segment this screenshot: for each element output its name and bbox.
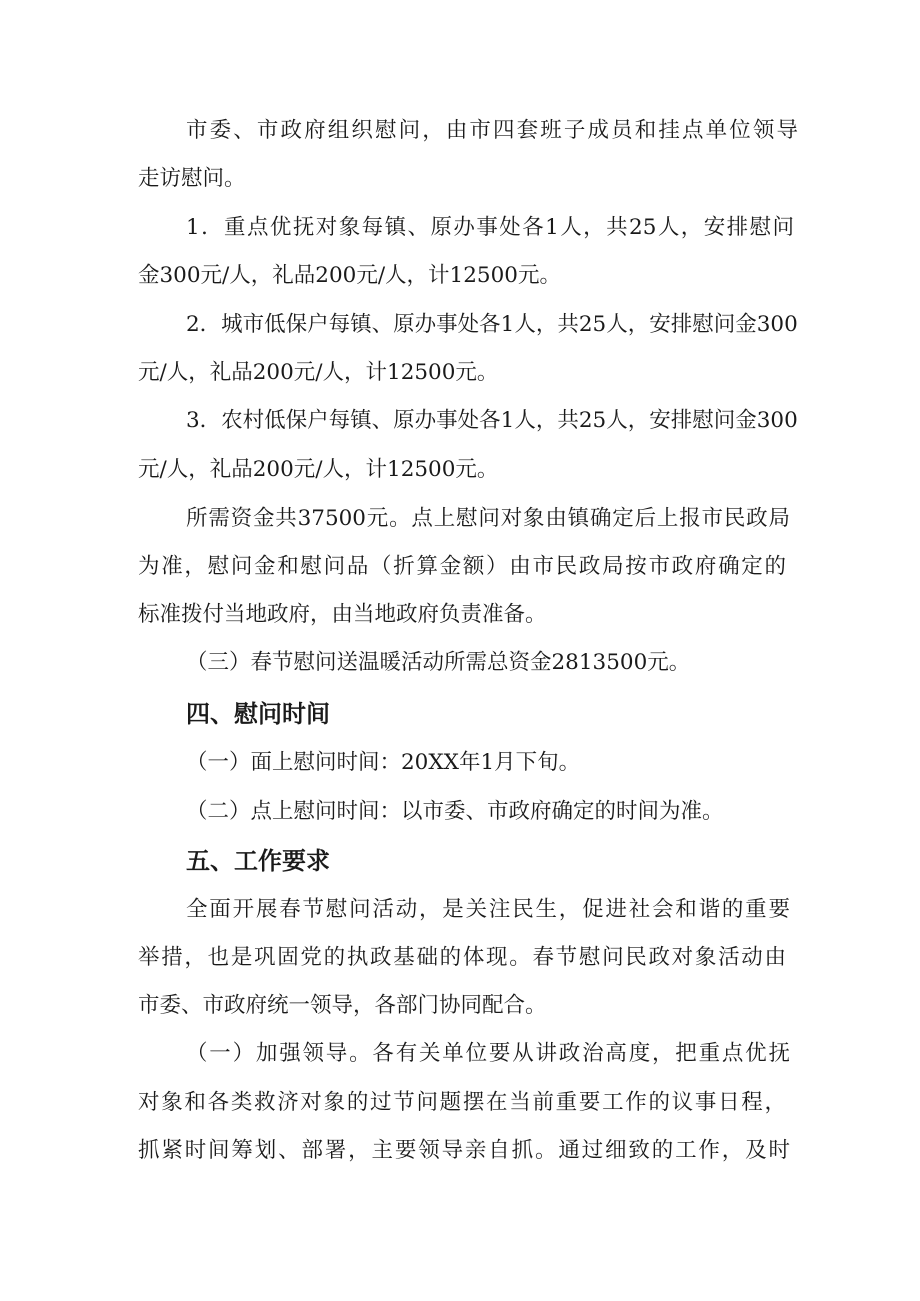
list-item-1-line: 金300元/人，礼品200元/人，计12500元。: [138, 263, 561, 288]
paragraph-line: 对象和各类救济对象的过节问题摆在当前重要工作的议事日程，: [138, 1090, 786, 1115]
paragraph-line: 走访慰问。: [138, 166, 246, 191]
paragraph-line: 市委、市政府组织慰问，由市四套班子成员和挂点单位领导: [186, 118, 798, 143]
paragraph-line: 市委、市政府统一领导，各部门协同配合。: [138, 993, 547, 1018]
paragraph-line: 举措，也是巩固党的执政基础的体现。春节慰问民政对象活动由: [138, 945, 786, 970]
paragraph-line: 为准，慰问金和慰问品（折算金额）由市民政局按市政府确定的: [138, 554, 786, 579]
list-item-2-line: 2．城市低保户每镇、原办事处各1人，共25人，安排慰问金300: [186, 312, 798, 337]
paragraph-line: 全面开展春节慰问活动，是关注民生，促进社会和谐的重要: [186, 897, 790, 922]
list-item-1-line: 1．重点优抚对象每镇、原办事处各1人，共25人，安排慰问: [186, 215, 794, 240]
list-item-2-line: 元/人，礼品200元/人，计12500元。: [138, 360, 499, 385]
paragraph-line: （二）点上慰问时间：以市委、市政府确定的时间为准。: [186, 799, 724, 824]
paragraph-line: 抓紧时间筹划、部署，主要领导亲自抓。通过细致的工作，及时: [138, 1138, 790, 1163]
paragraph-line: 标准拨付当地政府，由当地政府负责准备。: [138, 602, 547, 627]
paragraph-line: （一）加强领导。各有关单位要从讲政治高度，把重点优抚: [186, 1041, 790, 1066]
list-item-3-line: 3．农村低保户每镇、原办事处各1人，共25人，安排慰问金300: [186, 408, 798, 433]
paragraph-line: （一）面上慰问时间：20XX年1月下旬。: [186, 750, 581, 775]
paragraph-line: （三）春节慰问送温暖活动所需总资金2813500元。: [186, 650, 691, 675]
list-item-3-line: 元/人，礼品200元/人，计12500元。: [138, 457, 499, 482]
section-heading-5: 五、工作要求: [186, 847, 330, 875]
section-heading-4: 四、慰问时间: [186, 700, 330, 728]
paragraph-line: 所需资金共37500元。点上慰问对象由镇确定后上报市民政局: [186, 506, 790, 531]
